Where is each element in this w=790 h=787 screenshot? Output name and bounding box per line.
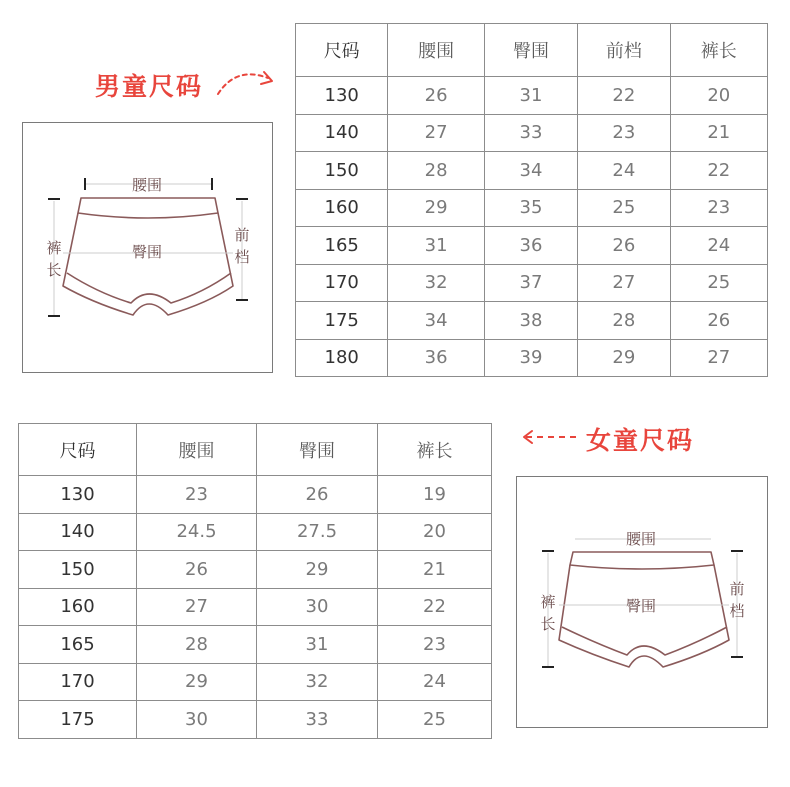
table-row [19, 701, 492, 739]
table-cell: 38 [484, 302, 577, 340]
table-cell: 28 [388, 152, 484, 190]
header-hip: 臀围 [484, 24, 577, 77]
table-cell: 20 [378, 513, 492, 551]
length-label-bottom: 长 [46, 261, 62, 279]
table-cell: 29 [388, 189, 484, 227]
dashed-arrow-right-icon [214, 64, 280, 100]
table-cell: 22 [578, 77, 670, 115]
rise-label-top: 前 [729, 580, 745, 598]
table-cell: 34 [388, 302, 484, 340]
table-cell: 24.5 [137, 513, 257, 551]
table-cell: 21 [378, 551, 492, 589]
table-cell: 165 [296, 227, 388, 265]
girls-shorts-illustration [517, 477, 767, 727]
table-row [296, 339, 768, 377]
table-cell: 27.5 [257, 513, 378, 551]
table-cell: 33 [257, 701, 378, 739]
rise-label-bottom: 档 [234, 248, 250, 266]
table-cell: 26 [137, 551, 257, 589]
table-row [296, 114, 768, 152]
table-cell: 24 [378, 663, 492, 701]
header-front-rise: 前档 [578, 24, 670, 77]
header-waist: 腰围 [137, 424, 257, 476]
table-cell: 22 [670, 152, 767, 190]
table-cell: 130 [296, 77, 388, 115]
table-cell: 26 [578, 227, 670, 265]
hip-label: 臀围 [625, 597, 657, 615]
table-row [19, 476, 492, 514]
table-row [19, 551, 492, 589]
table-cell: 39 [484, 339, 577, 377]
boys-shorts-illustration [23, 123, 272, 372]
header-hip: 臀围 [257, 424, 378, 476]
table-cell: 26 [388, 77, 484, 115]
table-cell: 160 [19, 588, 137, 626]
header-pants-length: 裤长 [378, 424, 492, 476]
table-cell: 23 [670, 189, 767, 227]
table-cell: 28 [578, 302, 670, 340]
header-size: 尺码 [19, 424, 137, 476]
table-cell: 26 [670, 302, 767, 340]
length-label-top: 裤 [46, 239, 62, 257]
table-cell: 30 [257, 588, 378, 626]
table-cell: 150 [19, 551, 137, 589]
table-cell: 29 [578, 339, 670, 377]
table-row [296, 77, 768, 115]
table-row [19, 663, 492, 701]
table-cell: 34 [484, 152, 577, 190]
table-cell: 29 [257, 551, 378, 589]
table-cell: 165 [19, 626, 137, 664]
table-cell: 36 [484, 227, 577, 265]
table-cell: 130 [19, 476, 137, 514]
boys-size-table [295, 23, 768, 377]
waist-label: 腰围 [131, 176, 163, 194]
table-cell: 27 [578, 264, 670, 302]
table-cell: 175 [19, 701, 137, 739]
table-cell: 28 [137, 626, 257, 664]
table-cell: 140 [296, 114, 388, 152]
table-cell: 23 [578, 114, 670, 152]
dashed-arrow-left-icon [520, 428, 580, 446]
table-cell: 180 [296, 339, 388, 377]
boys-size-title: 男童尺码 [95, 72, 204, 101]
boys-measurement-diagram [22, 122, 273, 373]
table-row [296, 264, 768, 302]
table-cell: 175 [296, 302, 388, 340]
table-header-row [296, 24, 768, 77]
table-cell: 35 [484, 189, 577, 227]
girls-size-table [18, 423, 492, 739]
table-cell: 23 [378, 626, 492, 664]
table-row [296, 189, 768, 227]
table-row [296, 152, 768, 190]
rise-label-top: 前 [234, 226, 250, 244]
table-cell: 170 [296, 264, 388, 302]
table-cell: 24 [670, 227, 767, 265]
table-cell: 25 [670, 264, 767, 302]
table-cell: 31 [484, 77, 577, 115]
table-cell: 32 [388, 264, 484, 302]
table-cell: 170 [19, 663, 137, 701]
table-cell: 31 [257, 626, 378, 664]
table-row [19, 513, 492, 551]
table-cell: 24 [578, 152, 670, 190]
table-cell: 25 [378, 701, 492, 739]
table-cell: 20 [670, 77, 767, 115]
length-label-top: 裤 [540, 593, 556, 611]
header-pants-length: 裤长 [670, 24, 767, 77]
table-row [296, 302, 768, 340]
table-cell: 27 [670, 339, 767, 377]
table-cell: 30 [137, 701, 257, 739]
table-cell: 26 [257, 476, 378, 514]
table-cell: 37 [484, 264, 577, 302]
girls-measurement-diagram [516, 476, 768, 728]
table-cell: 29 [137, 663, 257, 701]
length-label-bottom: 长 [540, 615, 556, 633]
waist-label: 腰围 [625, 530, 657, 548]
header-waist: 腰围 [388, 24, 484, 77]
header-size: 尺码 [296, 24, 388, 77]
table-cell: 25 [578, 189, 670, 227]
table-cell: 31 [388, 227, 484, 265]
table-cell: 150 [296, 152, 388, 190]
table-cell: 160 [296, 189, 388, 227]
rise-label-bottom: 档 [729, 602, 745, 620]
table-cell: 22 [378, 588, 492, 626]
table-cell: 32 [257, 663, 378, 701]
table-cell: 19 [378, 476, 492, 514]
table-cell: 33 [484, 114, 577, 152]
table-cell: 27 [137, 588, 257, 626]
table-cell: 140 [19, 513, 137, 551]
hip-label: 臀围 [131, 243, 163, 261]
table-cell: 27 [388, 114, 484, 152]
table-cell: 23 [137, 476, 257, 514]
table-header-row [19, 424, 492, 476]
table-row [19, 626, 492, 664]
table-row [19, 588, 492, 626]
girls-size-title: 女童尺码 [586, 426, 695, 455]
table-cell: 21 [670, 114, 767, 152]
table-row [296, 227, 768, 265]
table-cell: 36 [388, 339, 484, 377]
